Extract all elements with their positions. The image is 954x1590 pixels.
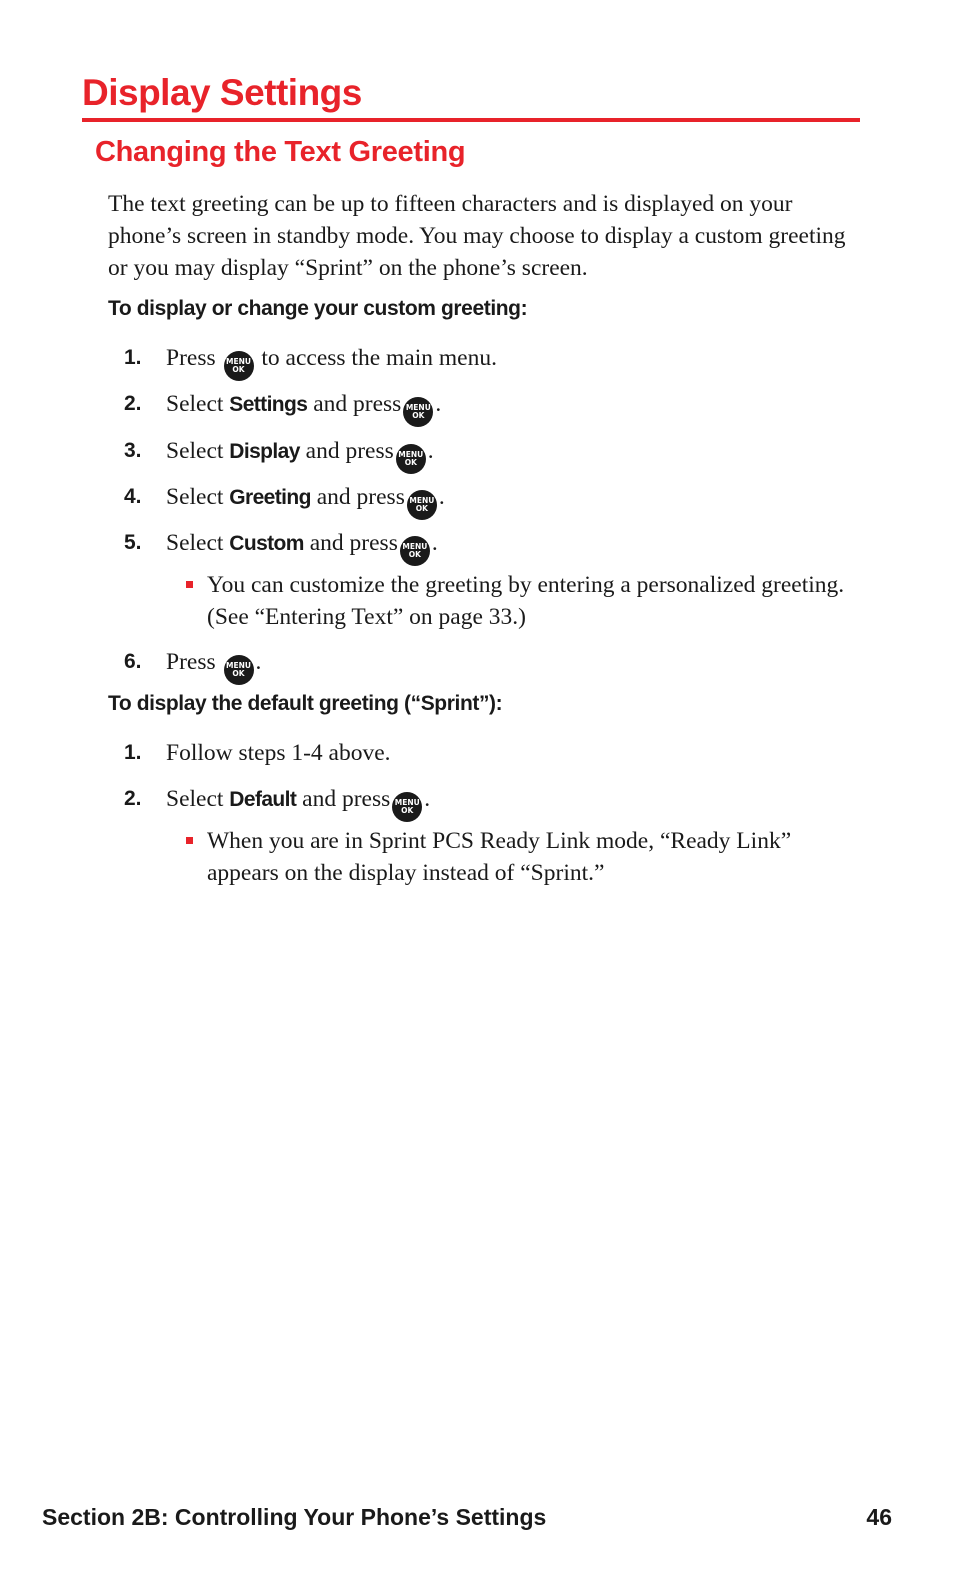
bullet-square-icon: [186, 837, 193, 844]
footer-page-number: 46: [866, 1504, 892, 1530]
intro-paragraph: The text greeting can be up to fifteen characters and is displayed on your phone’s screen in standby mode. You may choose to display a custom greeting or you may display “Sprint” on the phone’s screen.: [108, 191, 846, 281]
section-heading: Changing the Text Greeting: [95, 136, 466, 168]
step-text-end: .: [435, 391, 442, 417]
menu-ok-key-icon: MENU OK: [392, 792, 422, 822]
menu-ok-key-icon: MENU OK: [224, 351, 254, 381]
step-text-post: and press: [302, 786, 391, 812]
step-text-post: and press: [316, 484, 405, 510]
step-text-end: .: [438, 484, 445, 510]
step-text: [166, 435, 434, 474]
step-text: [166, 783, 430, 822]
step-text-pre: Select: [166, 786, 224, 812]
default-greeting-subhead: To display the default greeting (“Sprint”):: [108, 692, 503, 715]
step-text-post: to access the main menu.: [261, 345, 497, 371]
menu-ok-key-icon: MENU OK: [407, 490, 437, 520]
menu-keyword: Display: [229, 440, 300, 463]
step-text: [166, 388, 441, 427]
step-text-post: and press: [313, 391, 402, 417]
step-text-pre: Select: [166, 391, 224, 417]
step-text-end: .: [431, 530, 438, 556]
step-text-end: .: [424, 786, 431, 812]
step-number: 1.: [124, 346, 142, 369]
menu-keyword: Custom: [229, 532, 304, 555]
step-text-post: and press: [305, 438, 394, 464]
step-text-pre: Select: [166, 530, 224, 556]
bullet-text: You can customize the greeting by entering a personalized greeting. (See “Entering Text” on page 33.): [207, 572, 845, 630]
menu-keyword: Greeting: [229, 486, 311, 509]
step-text: [166, 342, 497, 381]
title-rule: [82, 118, 860, 122]
bullet-text: When you are in Sprint PCS Ready Link mode, “Ready Link” appears on the display instead of “Sprint.”: [207, 828, 792, 886]
step-text-pre: Press: [166, 649, 216, 675]
step-number: 6.: [124, 650, 142, 673]
bullet-square-icon: [186, 581, 193, 588]
step-text: Follow steps 1-4 above.: [166, 740, 391, 766]
menu-ok-key-icon: MENU OK: [224, 655, 254, 685]
custom-greeting-subhead: To display or change your custom greeting:: [108, 297, 528, 320]
step-number: 3.: [124, 439, 142, 462]
step-number: 2.: [124, 787, 142, 810]
menu-keyword: Settings: [229, 393, 308, 416]
step-text: [166, 481, 445, 520]
step-text-pre: Press: [166, 345, 216, 371]
footer-section-title: Section 2B: Controlling Your Phone’s Settings: [42, 1504, 547, 1530]
custom-note-bullet: [186, 569, 846, 633]
menu-keyword: Default: [229, 788, 297, 811]
step-number: 4.: [124, 485, 142, 508]
step-number: 2.: [124, 392, 142, 415]
menu-ok-key-icon: MENU OK: [396, 444, 426, 474]
step-text-pre: Select: [166, 484, 224, 510]
step-text: [166, 527, 438, 566]
default-note-bullet: [186, 825, 846, 889]
step-text: [166, 646, 261, 685]
step-text-end: .: [427, 438, 434, 464]
step-text-post: and press: [309, 530, 398, 556]
page-title: Display Settings: [82, 72, 362, 113]
menu-ok-key-icon: MENU OK: [400, 536, 430, 566]
step-number: 5.: [124, 531, 142, 554]
step-text-pre: Select: [166, 438, 224, 464]
step-text-end: .: [255, 649, 262, 675]
menu-ok-key-icon: MENU OK: [403, 397, 433, 427]
step-number: 1.: [124, 741, 142, 764]
